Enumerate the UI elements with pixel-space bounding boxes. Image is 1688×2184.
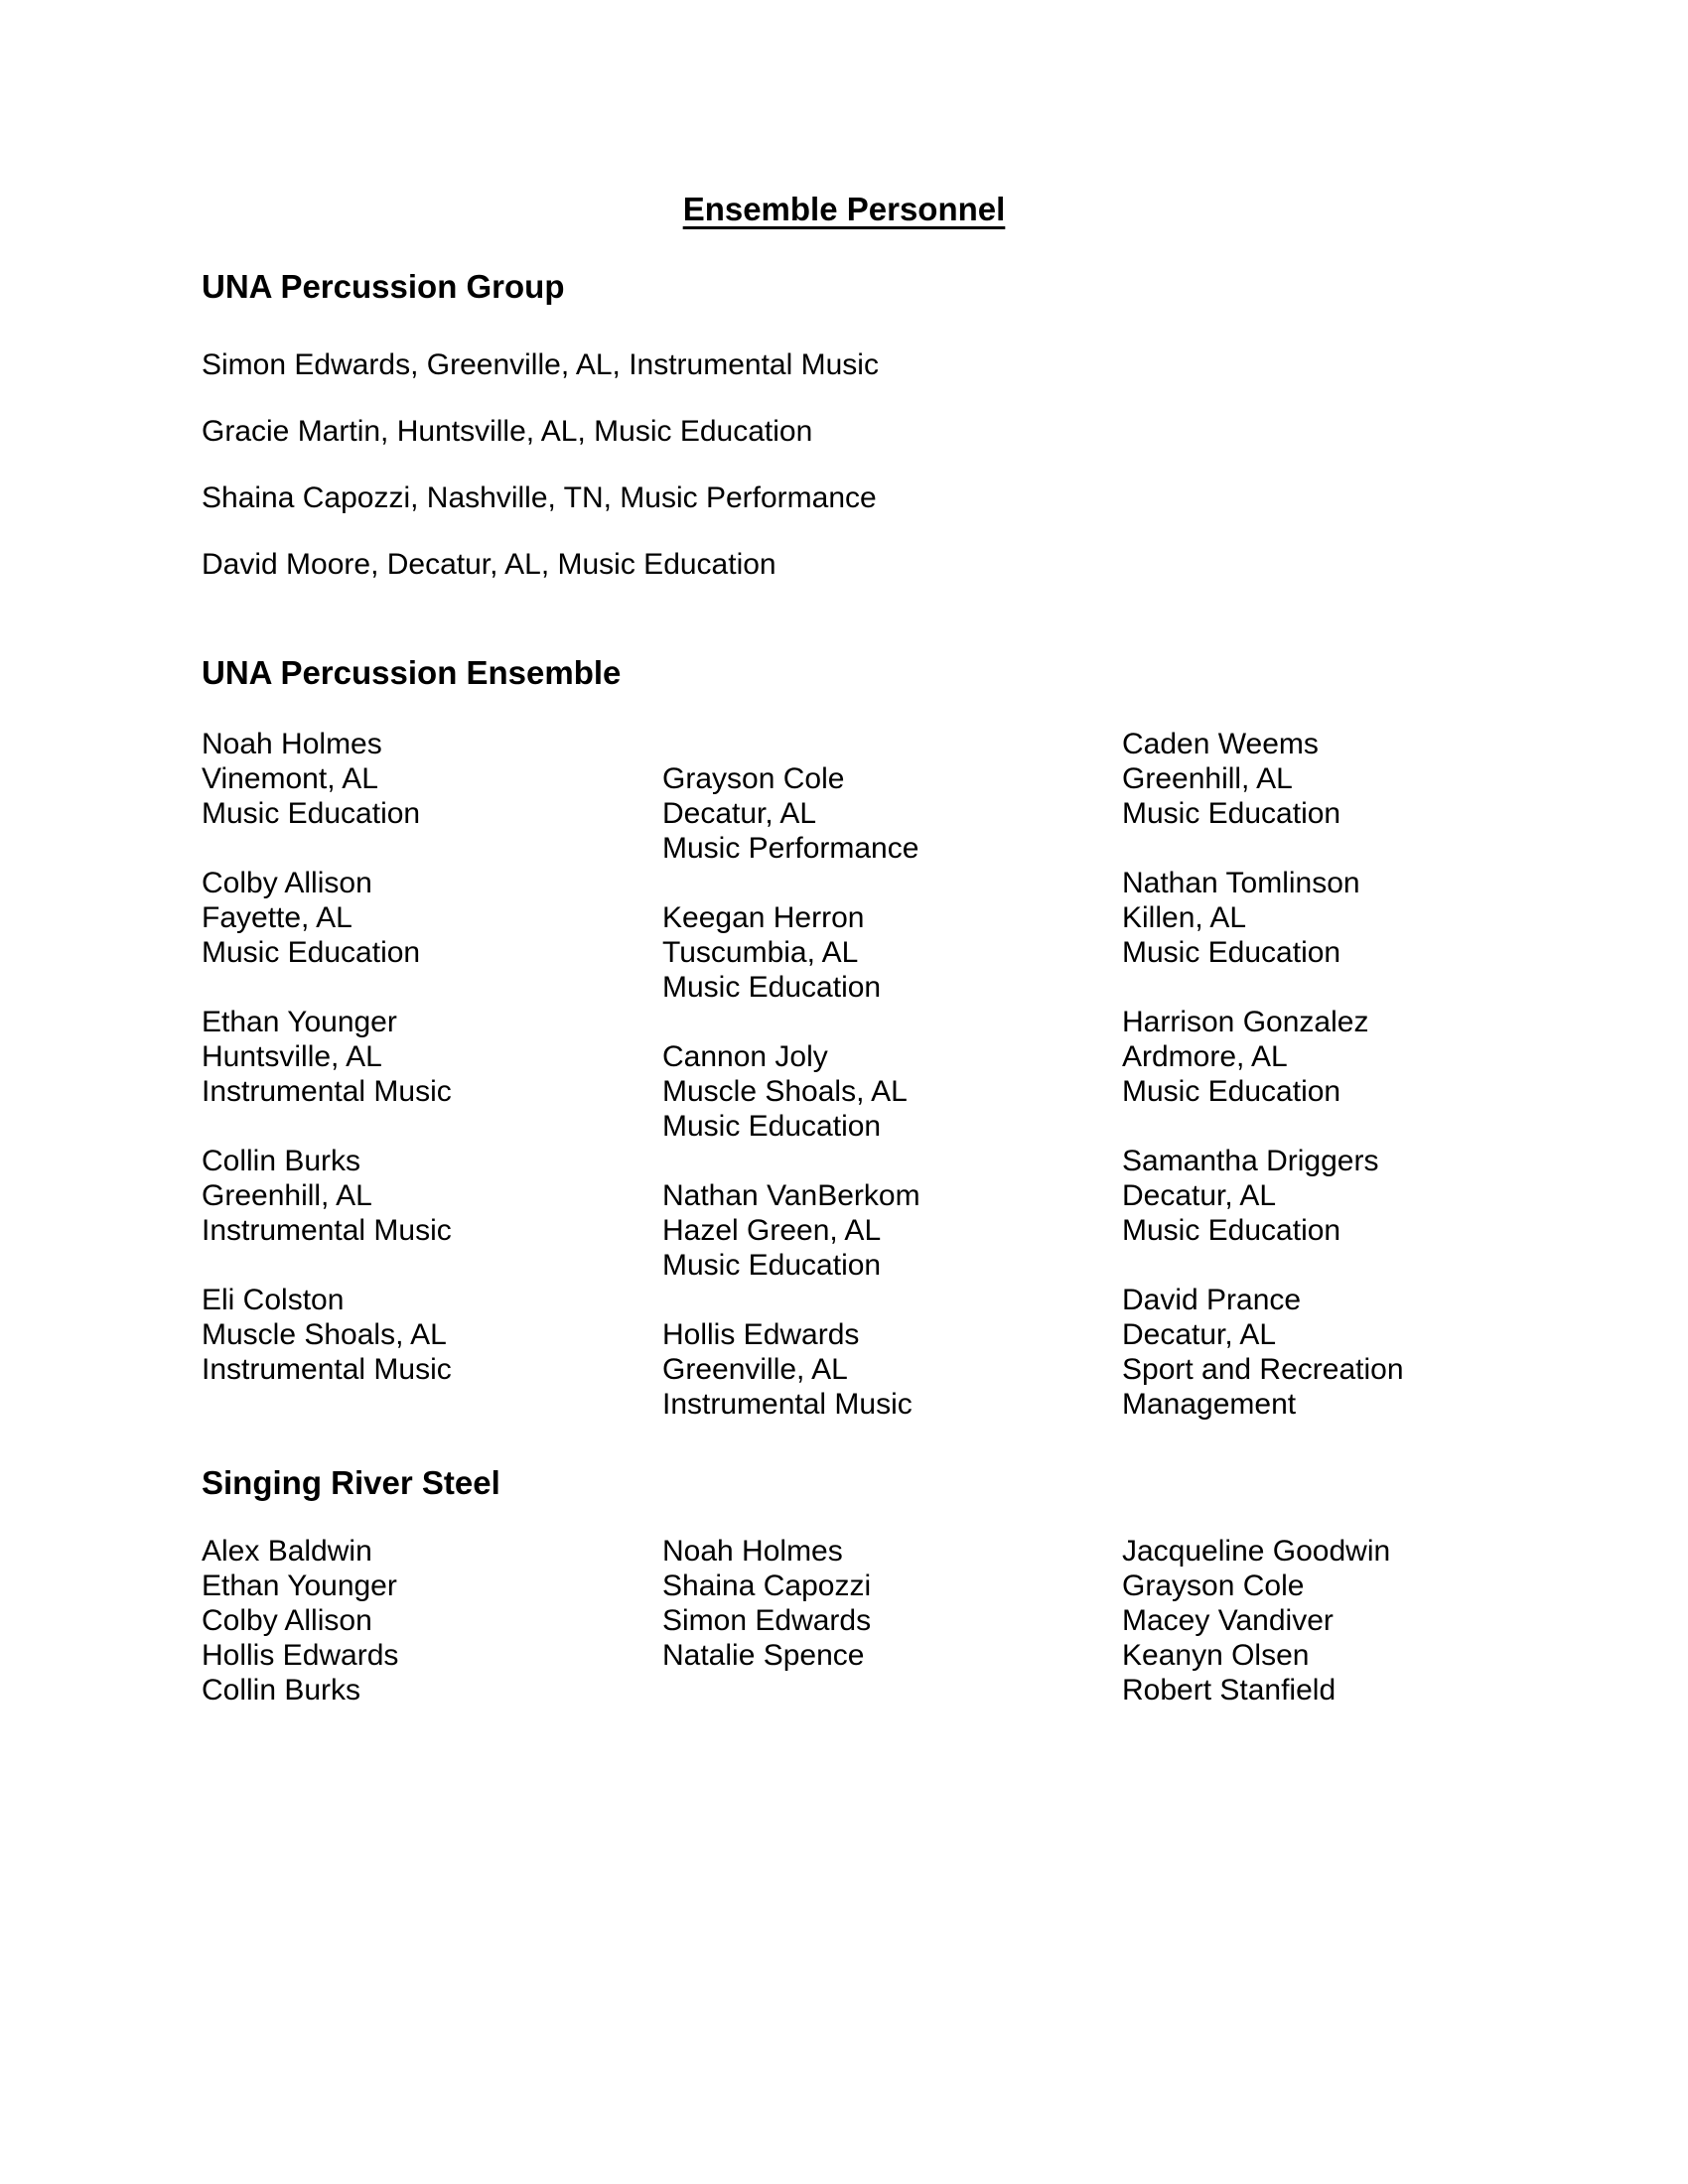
ensemble-entry xyxy=(202,866,662,970)
steel-column-1 xyxy=(202,1534,662,1707)
ensemble-column-2 xyxy=(662,727,1122,1456)
entry-name: Eli Colston xyxy=(202,1284,345,1316)
entry-hometown: Tuscumbia, AL xyxy=(662,936,859,969)
ensemble-entry xyxy=(662,1178,1122,1283)
entry-name: Collin Burks xyxy=(202,1145,361,1177)
section-heading-singing-river-steel: Singing River Steel xyxy=(202,1464,500,1501)
steel-member-name: Jacqueline Goodwin xyxy=(1122,1535,1391,1568)
entry-hometown: Greenville, AL xyxy=(662,1353,848,1386)
entry-hometown: Decatur, AL xyxy=(1122,1179,1277,1212)
entry-hometown: Huntsville, AL xyxy=(202,1040,382,1073)
entry-major: Instrumental Music xyxy=(662,1388,913,1421)
entry-hometown: Killen, AL xyxy=(1122,901,1247,934)
steel-member-name: Colby Allison xyxy=(202,1604,372,1637)
steel-member-name: Ethan Younger xyxy=(202,1570,397,1602)
steel-member-name: Hollis Edwards xyxy=(202,1639,399,1672)
entry-major: Music Education xyxy=(662,971,882,1004)
steel-member-name: Grayson Cole xyxy=(1122,1570,1305,1602)
steel-column-3 xyxy=(1122,1534,1519,1707)
ensemble-entry xyxy=(662,900,1122,1005)
steel-column-2 xyxy=(662,1534,1122,1707)
entry-hometown: Vinemont, AL xyxy=(202,762,378,795)
entry-major: Instrumental Music xyxy=(202,1075,452,1108)
ensemble-entry xyxy=(202,1144,662,1248)
ensemble-entry xyxy=(662,1039,1122,1144)
entry-name: Ethan Younger xyxy=(202,1006,397,1038)
steel-member-name: Keanyn Olsen xyxy=(1122,1639,1310,1672)
entry-major: Music Education xyxy=(202,797,421,830)
entry-name: Nathan VanBerkom xyxy=(662,1179,920,1212)
entry-name: Hollis Edwards xyxy=(662,1318,860,1351)
ensemble-entry xyxy=(1122,727,1519,831)
ensemble-entry xyxy=(662,761,1122,866)
ensemble-entry xyxy=(1122,1144,1519,1248)
steel-member-name: Collin Burks xyxy=(202,1674,361,1706)
ensemble-column-3 xyxy=(1122,727,1519,1456)
entry-hometown: Ardmore, AL xyxy=(1122,1040,1288,1073)
entry-major: Music Education xyxy=(1122,797,1341,830)
entry-name: Noah Holmes xyxy=(202,728,382,760)
entry-name: Grayson Cole xyxy=(662,762,845,795)
entry-major: Music Education xyxy=(662,1249,882,1282)
page-title-text: Ensemble Personnel xyxy=(682,191,1006,227)
steel-member-name: Shaina Capozzi xyxy=(662,1570,872,1602)
steel-member-name: Alex Baldwin xyxy=(202,1535,372,1568)
ensemble-column-1 xyxy=(202,727,662,1456)
ensemble-entry xyxy=(1122,1005,1519,1109)
entry-name: Colby Allison xyxy=(202,867,372,899)
section-heading-percussion-group: UNA Percussion Group xyxy=(202,268,565,305)
section-heading-percussion-ensemble: UNA Percussion Ensemble xyxy=(202,654,622,691)
entry-name: Samantha Driggers xyxy=(1122,1145,1379,1177)
entry-name: Cannon Joly xyxy=(662,1040,828,1073)
steel-member-name: Robert Stanfield xyxy=(1122,1674,1336,1706)
entry-name: Caden Weems xyxy=(1122,728,1319,760)
group-member-line: Gracie Martin, Huntsville, AL, Music Education xyxy=(202,415,813,448)
ensemble-entry xyxy=(202,727,662,831)
entry-major: Music Education xyxy=(202,936,421,969)
entry-name: Harrison Gonzalez xyxy=(1122,1006,1369,1038)
entry-major: Sport and Recreation Management xyxy=(1122,1353,1404,1421)
ensemble-entry xyxy=(662,1317,1122,1422)
ensemble-entry xyxy=(202,1283,662,1387)
singing-river-steel-columns xyxy=(202,1534,1519,1707)
steel-member-name: Noah Holmes xyxy=(662,1535,843,1568)
entry-major: Instrumental Music xyxy=(202,1353,452,1386)
ensemble-entry xyxy=(202,1005,662,1109)
ensemble-entry xyxy=(1122,866,1519,970)
entry-hometown: Muscle Shoals, AL xyxy=(202,1318,447,1351)
ensemble-entry xyxy=(1122,1283,1519,1422)
steel-member-name: Simon Edwards xyxy=(662,1604,872,1637)
entry-name: Keegan Herron xyxy=(662,901,865,934)
entry-major: Music Education xyxy=(1122,1075,1341,1108)
entry-major: Instrumental Music xyxy=(202,1214,452,1247)
entry-name: Nathan Tomlinson xyxy=(1122,867,1360,899)
entry-name: David Prance xyxy=(1122,1284,1302,1316)
group-member-line: David Moore, Decatur, AL, Music Education xyxy=(202,548,776,581)
entry-hometown: Greenhill, AL xyxy=(1122,762,1293,795)
entry-hometown: Fayette, AL xyxy=(202,901,352,934)
percussion-group-list xyxy=(202,347,879,614)
entry-major: Music Performance xyxy=(662,832,919,865)
entry-hometown: Greenhill, AL xyxy=(202,1179,372,1212)
entry-major: Music Education xyxy=(1122,936,1341,969)
group-member-line: Shaina Capozzi, Nashville, TN, Music Performance xyxy=(202,481,877,514)
steel-member-name: Macey Vandiver xyxy=(1122,1604,1334,1637)
entry-hometown: Decatur, AL xyxy=(1122,1318,1277,1351)
entry-hometown: Muscle Shoals, AL xyxy=(662,1075,908,1108)
steel-member-name: Natalie Spence xyxy=(662,1639,865,1672)
entry-major: Music Education xyxy=(1122,1214,1341,1247)
entry-hometown: Hazel Green, AL xyxy=(662,1214,882,1247)
entry-major: Music Education xyxy=(662,1110,882,1143)
percussion-ensemble-columns xyxy=(202,727,1519,1456)
group-member-line: Simon Edwards, Greenville, AL, Instrumental Music xyxy=(202,348,879,381)
entry-hometown: Decatur, AL xyxy=(662,797,817,830)
page-title xyxy=(0,190,1688,229)
